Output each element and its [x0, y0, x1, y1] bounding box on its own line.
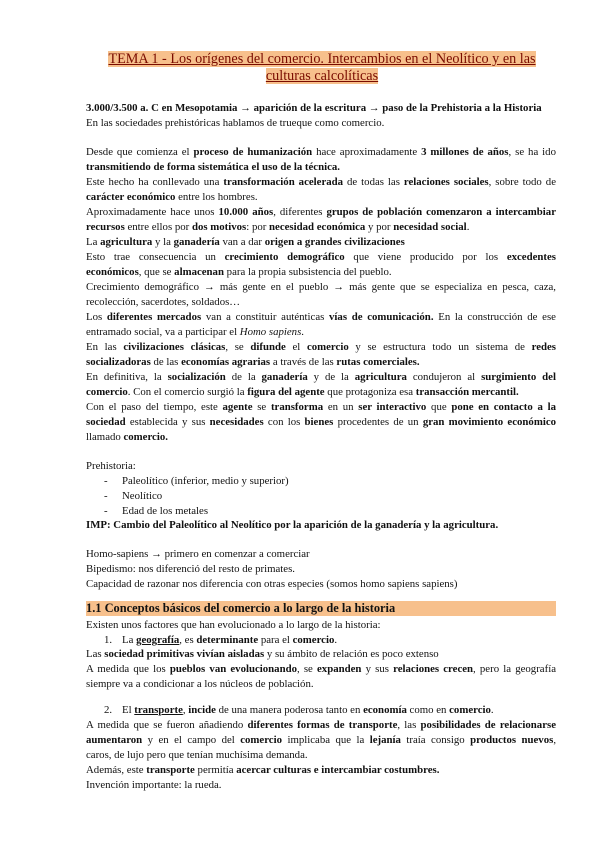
- imp-note: IMP: Cambio del Paleolítico al Neolítico por la aparición de la ganadería y la agricultura.: [86, 519, 499, 531]
- paragraph-line: A medida que se fueron añadiendo diferentes formas de transporte, las posibilidades de relacionarse: [86, 719, 556, 731]
- paragraph-line: Además, este transporte permitía acercar culturas e intercambiar costumbres.: [86, 764, 440, 776]
- section-heading: 1.1 Conceptos básicos del comercio a lo largo de la historia: [86, 601, 556, 616]
- prehistoria-heading: Prehistoria:: [86, 460, 136, 472]
- paragraph-line: aumentaron y en el campo del comercio implicaba que la lejanía traía consigo productos nuevos,: [86, 734, 556, 746]
- paragraph-line: Capacidad de razonar nos diferencia con otras especies (somos homo sapiens sapiens): [86, 578, 458, 590]
- date-line: 3.000/3.500 a. C en Mesopotamia → aparición de la escritura → paso de la Prehistoria a la Historia: [86, 102, 542, 114]
- paragraph-line: Bipedismo: nos diferenció del resto de primates.: [86, 563, 295, 575]
- paragraph-line: Aproximadamente hace unos 10.000 años, diferentes grupos de población comenzaron a intercambiar: [86, 206, 556, 218]
- paragraph-line: Homo-sapiens → primero en comenzar a comerciar: [86, 548, 310, 560]
- paragraph-line: transmitiendo de forma sistemática el uso de la técnica.: [86, 161, 340, 173]
- list-bullet: -: [104, 490, 108, 502]
- paragraph-line: Crecimiento demográfico → más gente en el pueblo → más gente que se especializa en pesca, caza,: [86, 281, 556, 293]
- paragraph-line: En las sociedades prehistóricas hablamos de trueque como comercio.: [86, 117, 385, 129]
- list-item: Neolítico: [122, 490, 163, 502]
- list-item: Paleolítico (inferior, medio y superior): [122, 475, 289, 487]
- paragraph-line: recursos entre ellos por dos motivos: por necesidad económica y por necesidad social.: [86, 221, 470, 233]
- paragraph-line: La agricultura y la ganadería van a dar origen a grandes civilizaciones: [86, 236, 405, 248]
- title-line-1: TEMA 1 - Los orígenes del comercio. Intercambios en el Neolítico y en las: [108, 51, 536, 67]
- paragraph-line: Con el paso del tiempo, este agente se transforma en un ser interactivo que pone en contacto a la: [86, 401, 556, 413]
- list-number: 1.: [104, 634, 113, 646]
- paragraph-line: socializadoras de las economías agrarias a través de las rutas comerciales.: [86, 356, 420, 368]
- paragraph-line: sociedad establecida y sus necesidades con los bienes procedentes de un gran movimiento económico: [86, 416, 556, 428]
- paragraph-line: llamado comercio.: [86, 431, 168, 443]
- paragraph-line: Los diferentes mercados van a constituir auténticas vías de comunicación. En la construcción de ese: [86, 311, 556, 323]
- paragraph-line: A medida que los pueblos van evolucionando, se expanden y sus relaciones crecen, pero la geografía: [86, 663, 556, 675]
- paragraph-line: entramado social, va a participar el Homo sapiens.: [86, 326, 304, 338]
- paragraph-line: Invención importante: la rueda.: [86, 779, 222, 791]
- list-bullet: -: [104, 505, 108, 517]
- paragraph-line: Este hecho ha conllevado una transformación acelerada de todas las relaciones sociales, sobre todo de: [86, 176, 556, 188]
- paragraph-line: En las civilizaciones clásicas, se difunde el comercio y se estructura todo un sistema de redes: [86, 341, 556, 353]
- paragraph-line: En definitiva, la socialización de la ganadería y de la agricultura condujeron al surgimiento del: [86, 371, 556, 383]
- list-item: La geografía, es determinante para el comercio.: [122, 634, 338, 646]
- paragraph-line: Esto trae consecuencia un crecimiento demográfico que viene producido por los excedentes: [86, 251, 556, 263]
- paragraph-line: Desde que comienza el proceso de humanización hace aproximadamente 3 millones de años, se ha ido: [86, 146, 556, 158]
- paragraph-line: caros, de lujo pero que tenían muchísima demanda.: [86, 749, 308, 761]
- list-bullet: -: [104, 475, 108, 487]
- paragraph-line: económicos, que se almacenan para la propia subsistencia del pueblo.: [86, 266, 392, 278]
- page-title: [96, 51, 548, 85]
- list-item: Edad de los metales: [122, 505, 209, 517]
- paragraph-line: comercio. Con el comercio surgió la figura del agente que protagoniza esa transacción mercantil.: [86, 386, 519, 398]
- paragraph-line: Existen unos factores que han evolucionado a lo largo de la historia:: [86, 619, 381, 631]
- paragraph-line: Las sociedad primitivas vivían aisladas y su ámbito de relación es poco extenso: [86, 648, 439, 660]
- paragraph-line: carácter económico entre los hombres.: [86, 191, 258, 203]
- title-line-2: culturas calcolíticas: [265, 68, 379, 84]
- paragraph-line: siempre va a condicionar a los núcleos de población.: [86, 678, 314, 690]
- list-number: 2.: [104, 704, 113, 716]
- list-item: El transporte, incide de una manera poderosa tanto en economía como en comercio.: [122, 704, 494, 716]
- paragraph-line: recolección, sacerdotes, soldados…: [86, 296, 241, 308]
